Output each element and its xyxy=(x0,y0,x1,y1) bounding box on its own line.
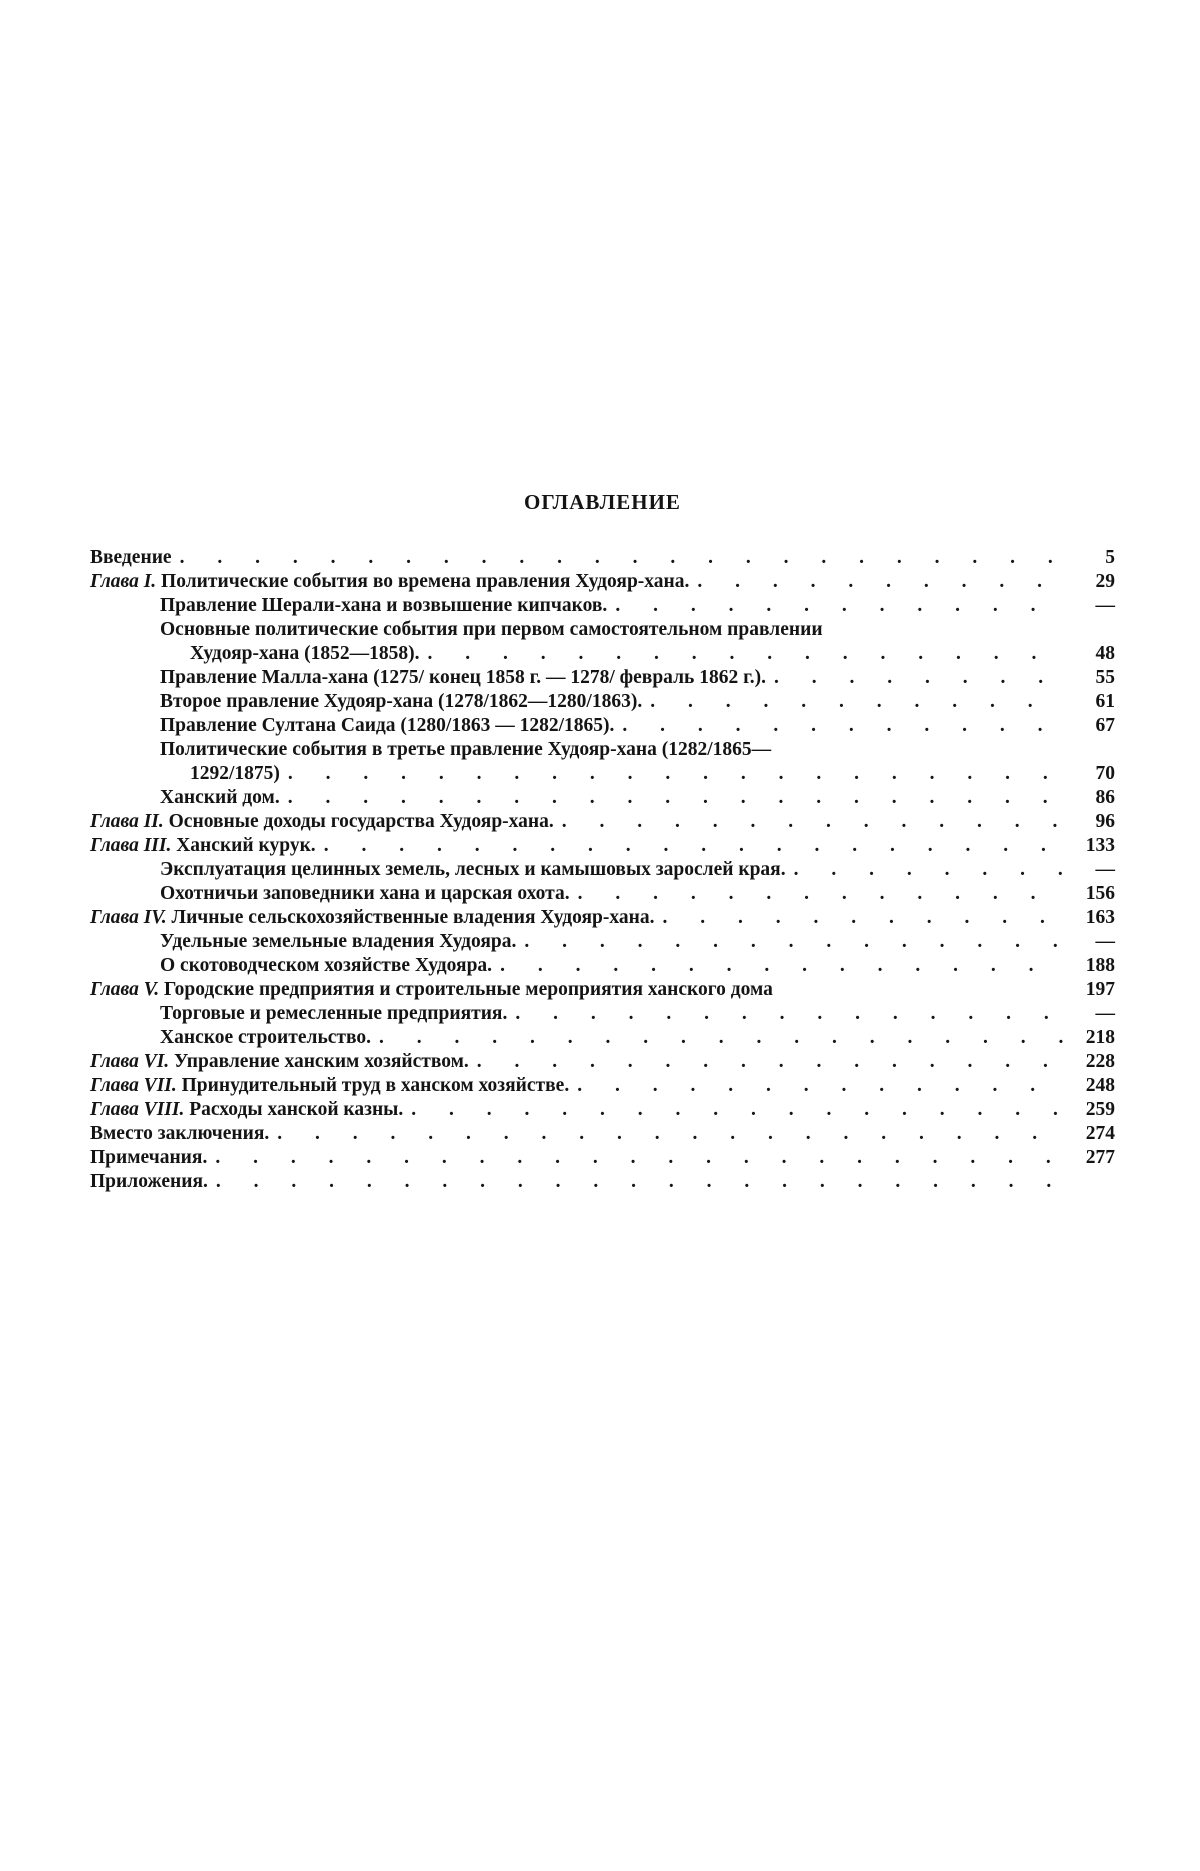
dot-leader xyxy=(577,1074,1065,1098)
page-number: 29 xyxy=(1095,571,1115,592)
toc-entry-title xyxy=(90,570,689,594)
page-number: 248 xyxy=(1085,1075,1115,1096)
dot-leader xyxy=(427,642,1065,666)
toc-entry-title xyxy=(160,882,570,906)
toc-entry xyxy=(90,930,1115,954)
table-of-contents xyxy=(90,488,1115,1194)
toc-entry xyxy=(90,1074,1115,1098)
dot-leader xyxy=(663,906,1066,930)
toc-entry-title xyxy=(90,1122,269,1146)
entry-label: Ханский курук. xyxy=(171,835,316,856)
toc-entry xyxy=(90,810,1115,834)
chapter-number: Глава III. xyxy=(90,835,172,856)
dot-leader xyxy=(562,810,1065,834)
toc-entry-title xyxy=(160,858,786,882)
dot-leader xyxy=(215,1146,1065,1170)
entry-label: Введение xyxy=(90,547,172,568)
toc-entry xyxy=(90,570,1115,594)
entry-label: Второе правление Худояр-хана (1278/1862—1280/1863). xyxy=(160,691,643,712)
entry-label: Принудительный труд в ханском хозяйстве. xyxy=(176,1075,570,1096)
toc-entry xyxy=(90,714,1115,738)
toc-entry xyxy=(90,1098,1115,1122)
toc-entry-title xyxy=(90,834,316,858)
toc-entry-title xyxy=(160,666,766,690)
chapter-number: Глава VIII. xyxy=(90,1099,185,1120)
page-number: 133 xyxy=(1085,835,1115,856)
dot-leader xyxy=(324,834,1065,858)
chapter-number: Глава VII. xyxy=(90,1075,177,1096)
toc-entry xyxy=(90,762,1115,786)
toc-entry-title xyxy=(160,714,614,738)
toc-entry-title xyxy=(90,546,172,570)
dot-leader xyxy=(650,690,1065,714)
toc-entry-title xyxy=(90,810,554,834)
page-number: 67 xyxy=(1095,715,1115,736)
page-number: 277 xyxy=(1085,1147,1115,1168)
dot-leader xyxy=(578,882,1065,906)
page-title: ОГЛАВЛЕНИЕ xyxy=(524,490,681,514)
toc-entry-title xyxy=(90,978,773,1002)
toc-entry xyxy=(90,978,1115,1002)
dot-leader xyxy=(515,1002,1065,1026)
dot-leader xyxy=(774,666,1065,690)
entry-label: Примечания. xyxy=(90,1147,208,1168)
toc-entry-title xyxy=(90,1098,403,1122)
toc-entry-title xyxy=(90,1170,208,1194)
dot-leader xyxy=(288,762,1065,786)
dot-leader xyxy=(379,1026,1065,1050)
chapter-number: Глава V. xyxy=(90,979,160,1000)
toc-entry-title xyxy=(90,1074,569,1098)
page-number: 55 xyxy=(1095,667,1115,688)
entry-label: Личные сельскохозяйственные владения Худояр-хана. xyxy=(166,907,655,928)
toc-entry-title xyxy=(160,738,771,762)
page-number: 218 xyxy=(1085,1027,1115,1048)
toc-entry-title xyxy=(160,690,642,714)
page-number: 197 xyxy=(1085,979,1115,1000)
entry-label: Основные политические события при первом самостоятельном правлении xyxy=(160,619,823,640)
entry-label: Удельные земельные владения Худояра. xyxy=(160,931,517,952)
toc-entry xyxy=(90,1146,1115,1170)
dot-leader xyxy=(216,1170,1065,1194)
chapter-number: Глава II. xyxy=(90,811,164,832)
toc-entry xyxy=(90,642,1115,666)
page-number: 61 xyxy=(1095,691,1115,712)
page-number: 70 xyxy=(1095,763,1115,784)
dot-leader xyxy=(615,594,1065,618)
toc-entry xyxy=(90,1002,1115,1026)
page-number: 163 xyxy=(1085,907,1115,928)
toc-entry xyxy=(90,906,1115,930)
toc-entry-title xyxy=(160,1026,371,1050)
toc-entry-title xyxy=(190,642,419,666)
page-number: 188 xyxy=(1085,955,1115,976)
toc-entry xyxy=(90,1050,1115,1074)
entry-label: Расходы ханской казны. xyxy=(184,1099,404,1120)
page-number: 5 xyxy=(1105,547,1115,568)
toc-entry-title xyxy=(160,930,516,954)
dot-leader xyxy=(477,1050,1065,1074)
entry-label: 1292/1875) xyxy=(190,763,280,784)
toc-entry-title xyxy=(90,1050,469,1074)
toc-entry-title xyxy=(160,618,823,642)
toc-entry-title xyxy=(160,1002,507,1026)
page-number: — xyxy=(1095,859,1115,880)
page-number: 228 xyxy=(1085,1051,1115,1072)
entry-label: Правление Малла-хана (1275/ конец 1858 г. — 1278/ февраль 1862 г.). xyxy=(160,667,766,688)
dot-leader xyxy=(794,858,1065,882)
toc-entry xyxy=(90,834,1115,858)
chapter-number: Глава VI. xyxy=(90,1051,170,1072)
entry-label: Приложения. xyxy=(90,1171,208,1192)
dot-leader xyxy=(180,546,1065,570)
dot-leader xyxy=(622,714,1065,738)
dot-leader xyxy=(411,1098,1065,1122)
entry-label: Основные доходы государства Худояр-хана. xyxy=(163,811,554,832)
dot-leader xyxy=(697,570,1065,594)
page-number: — xyxy=(1095,1003,1115,1024)
entry-label: Ханское строительство. xyxy=(160,1027,372,1048)
toc-entry-title xyxy=(190,762,280,786)
chapter-number: Глава IV. xyxy=(90,907,167,928)
toc-entry-title xyxy=(160,594,607,618)
page-number: 96 xyxy=(1095,811,1115,832)
entry-label: Правление Шерали-хана и возвышение кипчаков. xyxy=(160,595,608,616)
toc-entry-title xyxy=(90,1146,207,1170)
toc-entry xyxy=(90,690,1115,714)
entry-label: Управление ханским хозяйством. xyxy=(169,1051,469,1072)
toc-entry-title xyxy=(90,906,655,930)
toc-entry xyxy=(90,594,1115,618)
chapter-number: Глава I. xyxy=(90,571,157,592)
toc-entry xyxy=(90,1026,1115,1050)
toc-entry xyxy=(90,666,1115,690)
toc-entry xyxy=(90,882,1115,906)
toc-entry xyxy=(90,954,1115,978)
entry-label: Политические события в третье правление Худояр-хана (1282/1865— xyxy=(160,739,772,760)
toc-list xyxy=(90,546,1115,1194)
page-number: 274 xyxy=(1085,1123,1115,1144)
toc-entry xyxy=(90,618,1115,642)
page-number: — xyxy=(1095,595,1115,616)
toc-entry xyxy=(90,858,1115,882)
page-number: — xyxy=(1095,931,1115,952)
dot-leader xyxy=(288,786,1065,810)
toc-entry xyxy=(90,546,1115,570)
dot-leader xyxy=(500,954,1065,978)
entry-label: Правление Султана Саида (1280/1863 — 1282/1865). xyxy=(160,715,615,736)
entry-label: Худояр-хана (1852—1858). xyxy=(190,643,420,664)
entry-label: Эксплуатация целинных земель, лесных и камышовых зарослей края. xyxy=(160,859,786,880)
toc-entry xyxy=(90,1122,1115,1146)
entry-label: Городские предприятия и строительные мероприятия ханского дома xyxy=(159,979,773,1000)
entry-label: О скотоводческом хозяйстве Худояра. xyxy=(160,955,493,976)
toc-entry-title xyxy=(160,954,492,978)
entry-label: Ханский дом. xyxy=(160,787,280,808)
page-number: 86 xyxy=(1095,787,1115,808)
page-number: 156 xyxy=(1085,883,1115,904)
toc-entry-title xyxy=(160,786,280,810)
page-number: 48 xyxy=(1095,643,1115,664)
dot-leader xyxy=(277,1122,1065,1146)
toc-entry xyxy=(90,738,1115,762)
entry-label: Торговые и ремесленные предприятия. xyxy=(160,1003,508,1024)
entry-label: Политические события во времена правления Худояр-хана. xyxy=(156,571,690,592)
page-number: 259 xyxy=(1085,1099,1115,1120)
toc-entry xyxy=(90,1170,1115,1194)
dot-leader xyxy=(524,930,1065,954)
entry-label: Охотничьи заповедники хана и царская охота. xyxy=(160,883,570,904)
toc-entry xyxy=(90,786,1115,810)
entry-label: Вместо заключения. xyxy=(90,1123,270,1144)
